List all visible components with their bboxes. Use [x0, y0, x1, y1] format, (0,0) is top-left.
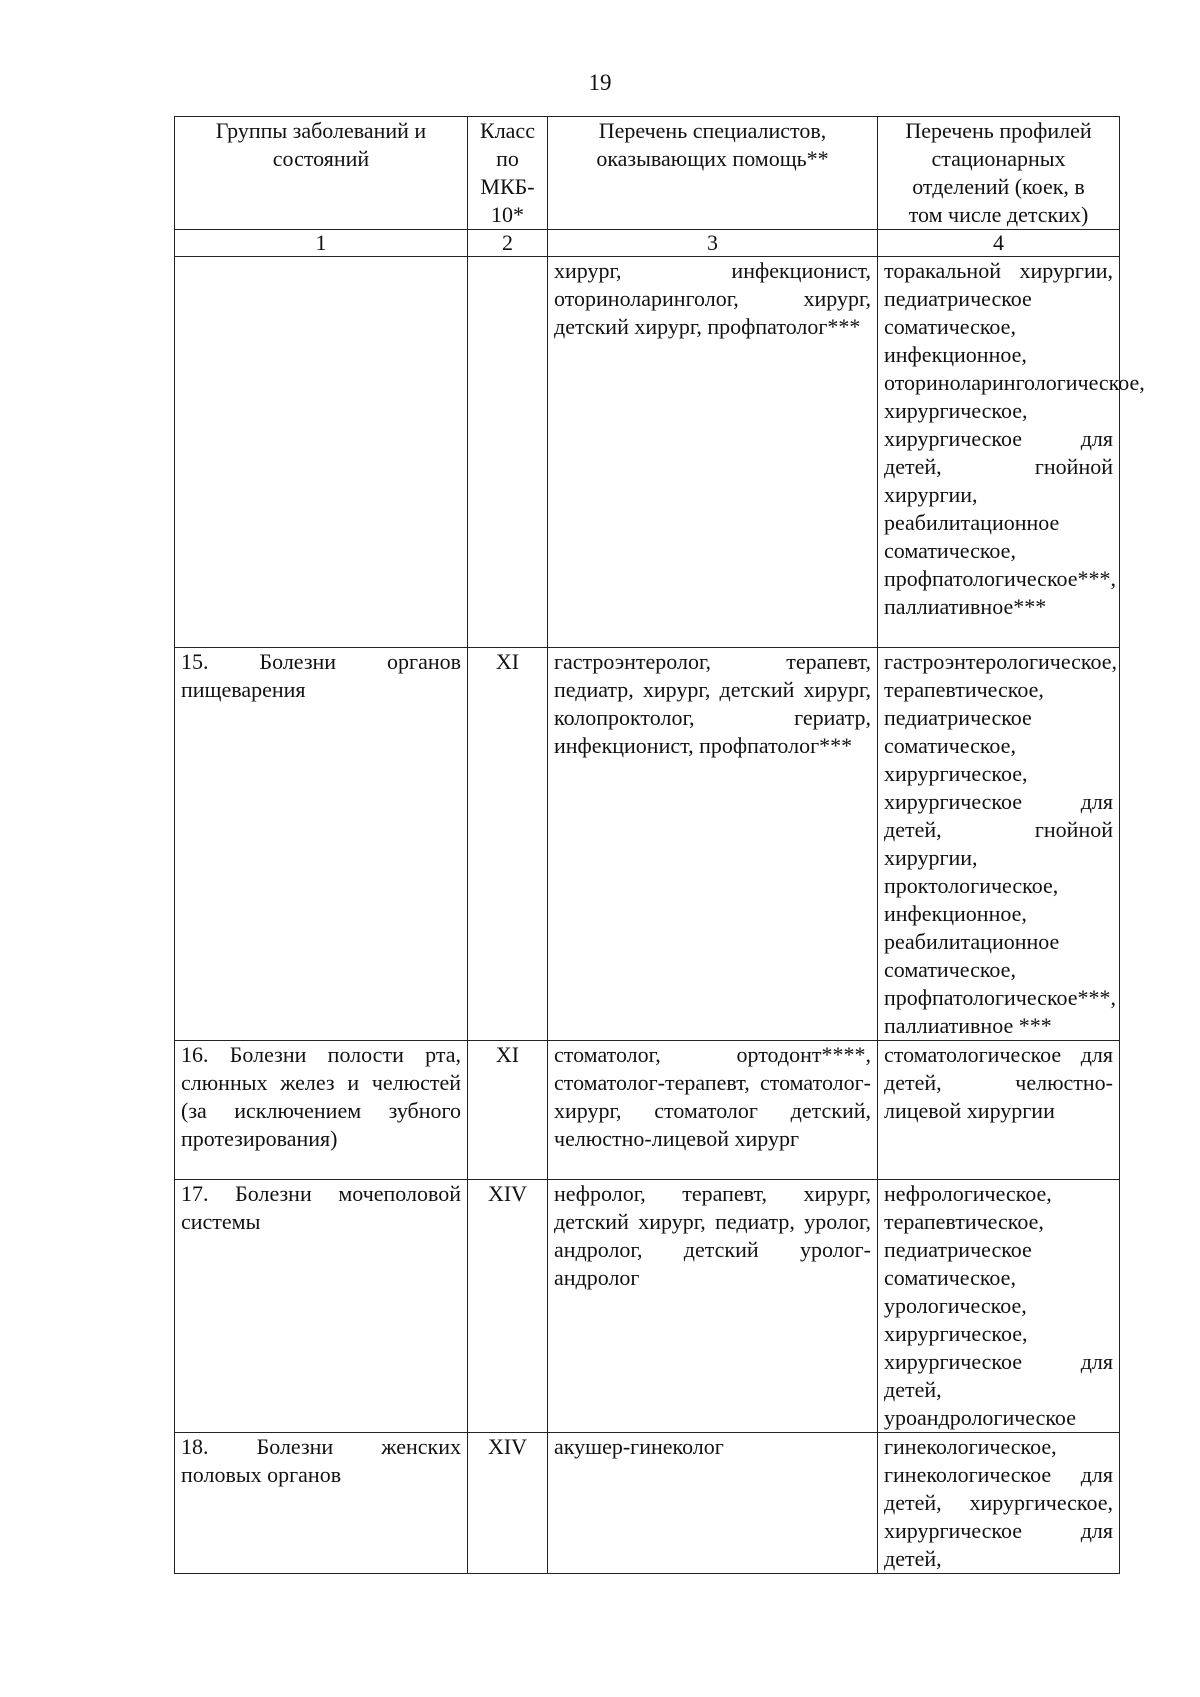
specialists-table	[174, 116, 1145, 1574]
icd-class-cell	[468, 257, 548, 648]
table-row	[175, 648, 1120, 1041]
icd-class-cell: XIV	[468, 1180, 548, 1433]
table-row	[175, 1180, 1120, 1433]
table-row	[175, 1433, 1120, 1574]
profiles-cell: нефрологическое, терапевтическое, педиатрическое соматическое, урологическое, хирургическое, хирургическое для детей, уроандрологическое	[878, 1180, 1120, 1433]
icd-class-cell: XI	[468, 1041, 548, 1180]
group-cell: 17. Болезни мочеполовой системы	[175, 1180, 468, 1433]
specialists-cell: акушер-гинеколог	[548, 1433, 878, 1574]
header-groups: Группы заболеваний и состояний	[175, 117, 468, 230]
profiles-cell: гинекологическое, гинекологическое для детей, хирургическое, хирургическое для детей,	[878, 1433, 1120, 1574]
specialists-cell: нефролог, терапевт, хирург, детский хирург, педиатр, уролог, андролог, детский уролог-андролог	[548, 1180, 878, 1433]
group-cell: 15. Болезни органов пищеварения	[175, 648, 468, 1041]
column-number: 2	[468, 230, 548, 257]
group-cell: 18. Болезни женских половых органов	[175, 1433, 468, 1574]
profiles-cell: стоматологическое для детей, челюстно-лицевой хирургии	[878, 1041, 1120, 1180]
specialists-cell: стоматолог, ортодонт****, стоматолог-терапевт, стоматолог-хирург, стоматолог детский, челюстно-лицевой хирург	[548, 1041, 878, 1180]
group-cell	[175, 257, 468, 648]
column-number-row	[175, 230, 1120, 257]
column-number: 3	[548, 230, 878, 257]
group-cell: 16. Болезни полости рта, слюнных желез и челюстей (за исключением зубного протезирования)	[175, 1041, 468, 1180]
specialists-cell: гастроэнтеролог, терапевт, педиатр, хирург, детский хирург, колопроктолог, гериатр, инфекционист, профпатолог***	[548, 648, 878, 1041]
table-row	[175, 1041, 1120, 1180]
table-row	[175, 257, 1120, 648]
page-number: 19	[588, 70, 612, 95]
icd-class-cell: XIV	[468, 1433, 548, 1574]
column-number: 4	[878, 230, 1120, 257]
column-number: 1	[175, 230, 468, 257]
profiles-cell: гастроэнтерологическое, терапевтическое, педиатрическое соматическое, хирургическое, хирургическое для детей, гнойной хирургии, проктологическое, инфекционное, реабилитационное соматическое, профпатологическое***, паллиативное ***	[878, 648, 1120, 1041]
table-header-row	[175, 117, 1120, 230]
icd-class-cell: XI	[468, 648, 548, 1041]
header-icd-class: Класс по МКБ- 10*	[468, 117, 548, 230]
specialists-cell: хирург, инфекционист, оториноларинголог, хирург, детский хирург, профпатолог***	[548, 257, 878, 648]
header-profiles: Перечень профилей стационарных отделений (коек, в том числе детских)	[878, 117, 1120, 230]
header-specialists: Перечень специалистов, оказывающих помощь**	[548, 117, 878, 230]
profiles-cell: торакальной хирургии, педиатрическое соматическое, инфекционное, оториноларингологическое, хирургическое, хирургическое для детей, гнойной хирургии, реабилитационное соматическое, профпатологическое***, паллиативное***	[878, 257, 1120, 648]
